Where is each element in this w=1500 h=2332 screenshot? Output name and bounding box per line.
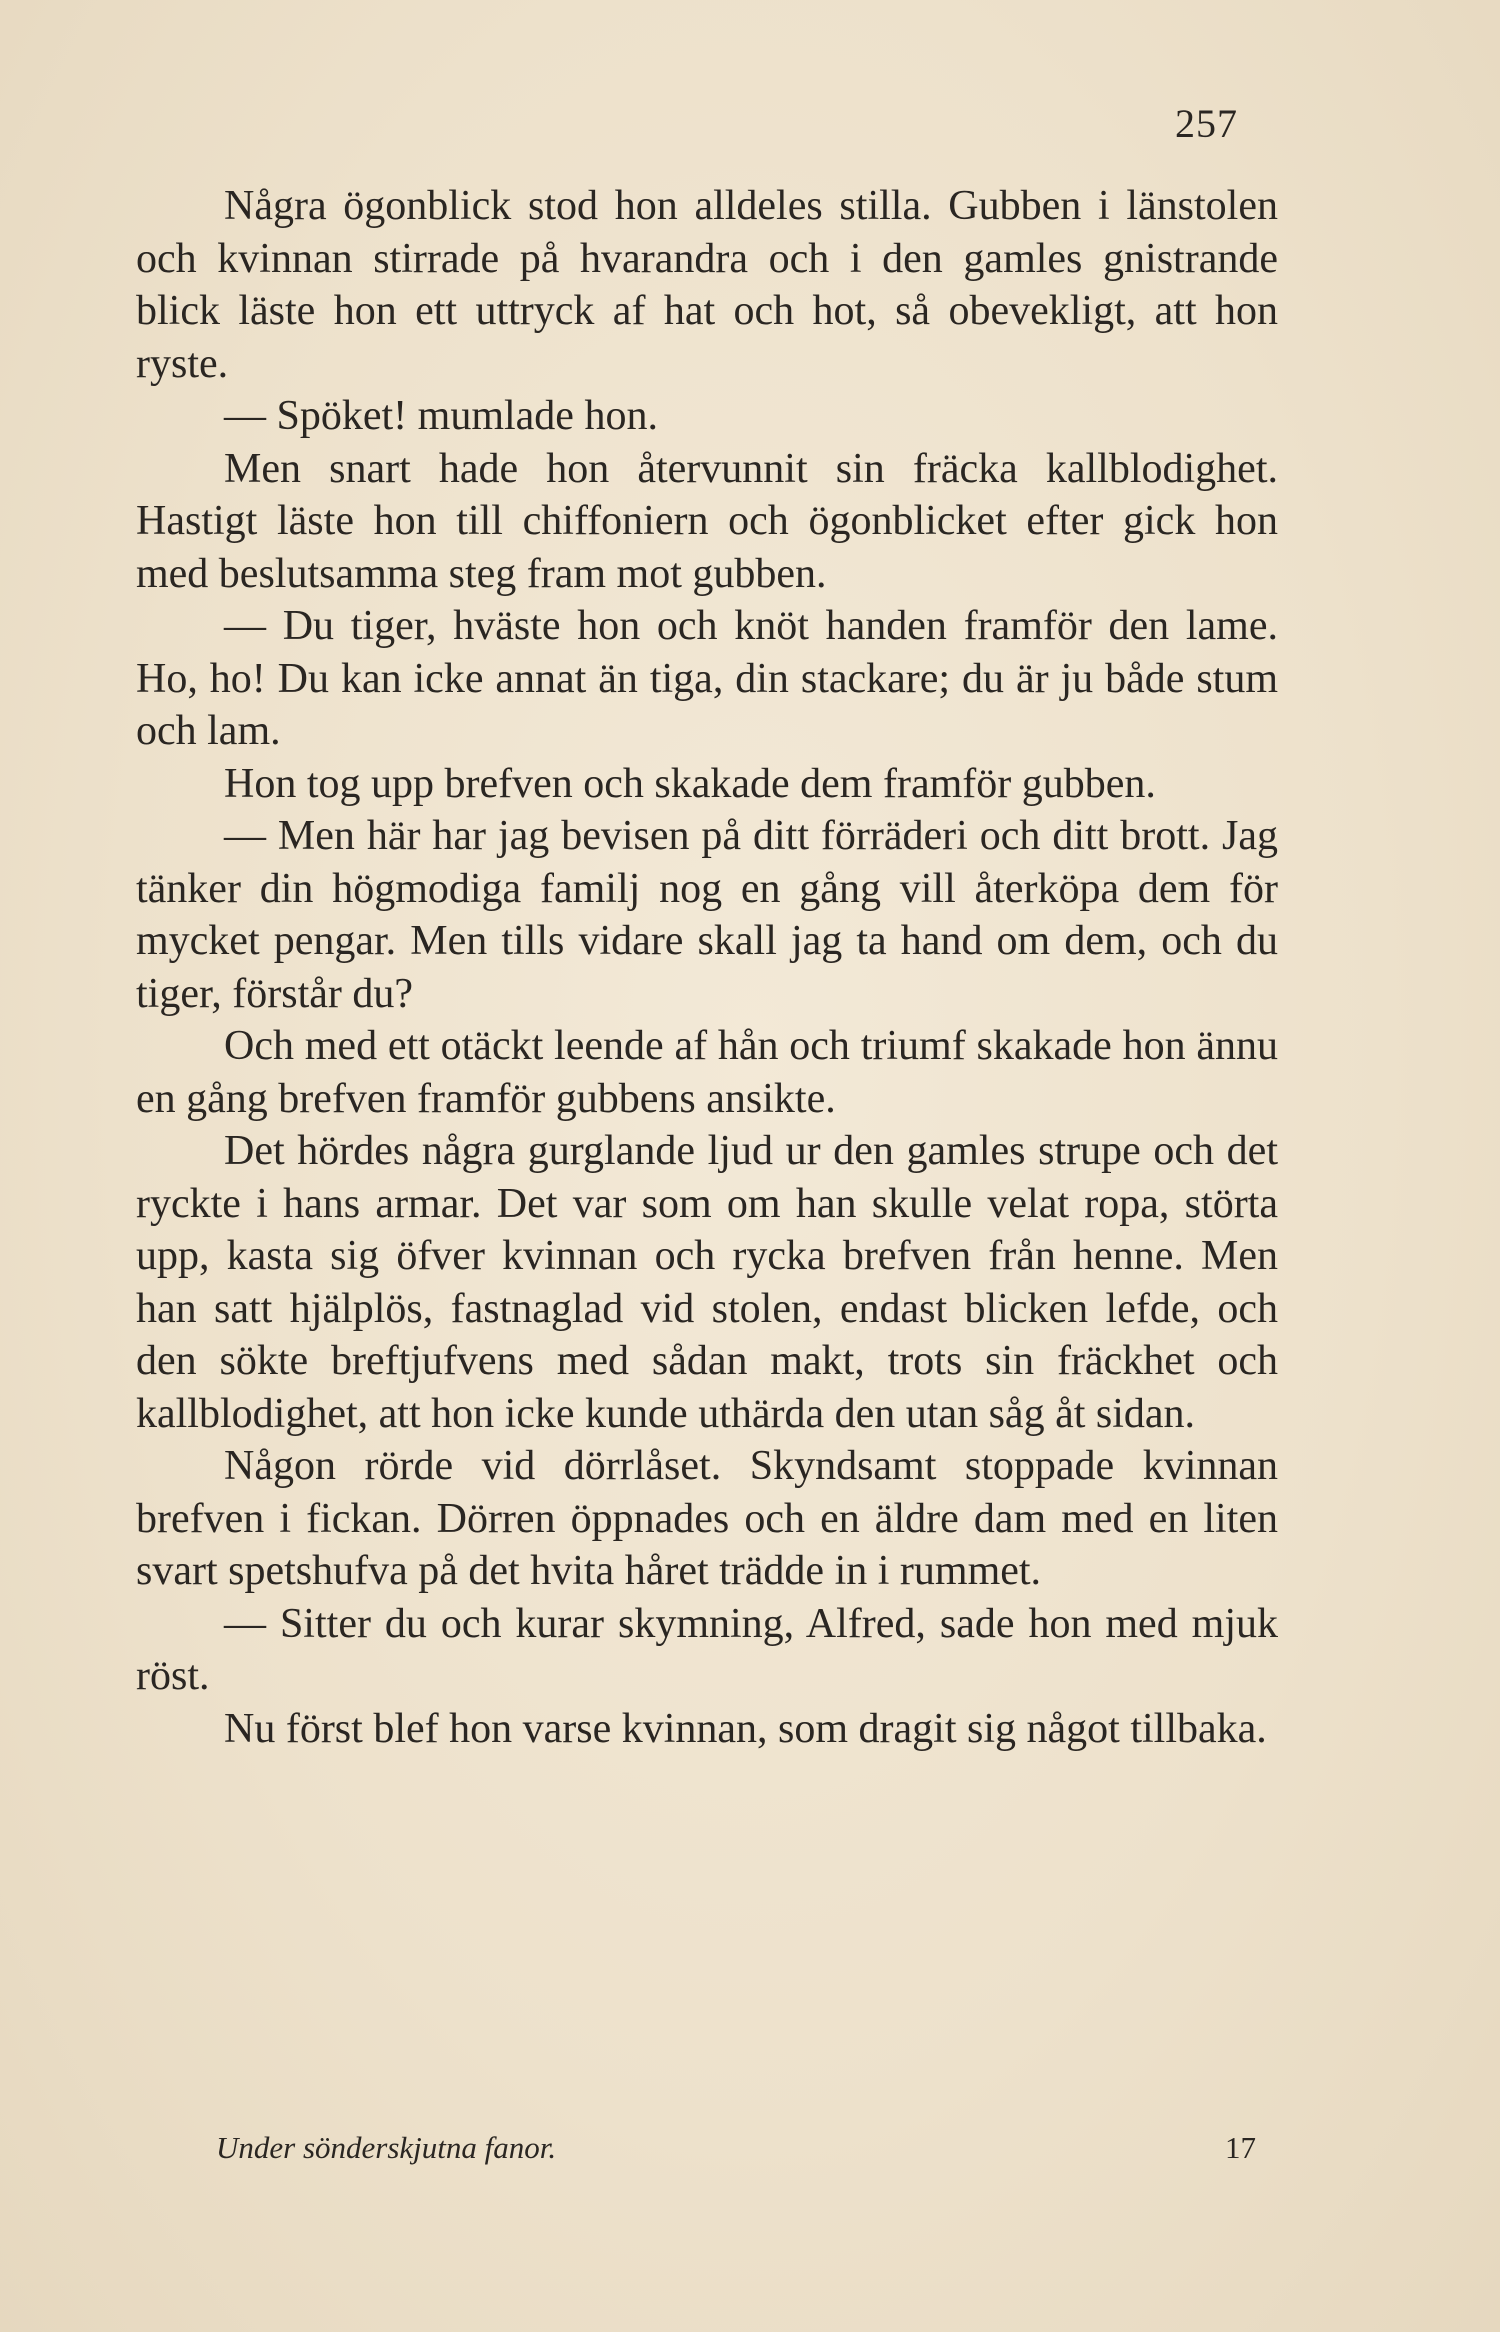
body-text bbox=[136, 180, 1278, 1755]
paragraph: Nu först blef hon varse kvinnan, som dragit sig något tillbaka. bbox=[224, 1705, 1267, 1752]
paragraph: — Du tiger, hväste hon och knöt handen framför den lame. Ho, ho! Du kan icke annat än tiga, din stackare; du är ju både stum och lam. bbox=[136, 603, 1278, 754]
paragraph: Och med ett otäckt leende af hån och triumf skakade hon ännu en gång brefven framför gubbens ansikte. bbox=[136, 1023, 1278, 1122]
paragraph: Några ögonblick stod hon alldeles stilla. Gubben i länstolen och kvinnan stirrade på hvarandra och i den gamles gnistrande blick läste hon ett uttryck af hat och hot, så obevekligt, att hon ryste. bbox=[136, 183, 1278, 387]
paragraph: Det hördes några gurglande ljud ur den gamles strupe och det ryckte i hans armar. Det var som om han skulle velat ropa, störta upp, kasta sig öfver kvinnan och rycka brefven från henne. Men han satt hjälplös, fastnaglad vid stolen, endast blicken lefde, och den sökte breftjufvens med sådan makt, trots sin fräckhet och kallblodighet, att hon icke kunde uthärda den utan såg åt sidan. bbox=[136, 1128, 1278, 1437]
paragraph: Men snart hade hon återvunnit sin fräcka kallblodighet. Hastigt läste hon till chiffoniern och ögonblicket efter gick hon med beslutsamma steg fram mot gubben. bbox=[136, 445, 1278, 597]
paragraph: Hon tog upp brefven och skakade dem framför gubben. bbox=[224, 760, 1156, 807]
footer-signature-mark: 17 bbox=[1225, 2130, 1256, 2165]
paragraph: — Men här har jag bevisen på ditt förräderi och ditt brott. Jag tänker din högmodiga familj nog en gång vill återköpa dem för mycket pengar. Men tills vidare skall jag ta hand om dem, och du tiger, förstår du? bbox=[136, 813, 1278, 1017]
page-number: 257 bbox=[1175, 101, 1238, 146]
paragraph: Någon rörde vid dörrlåset. Skyndsamt stoppade kvinnan brefven i fickan. Dörren öppnades och en äldre dam med en liten svart spetshufva på det hvita håret trädde in i rummet. bbox=[136, 1443, 1278, 1594]
paragraph: — Spöket! mumlade hon. bbox=[224, 393, 658, 439]
footer-book-title: Under sönderskjutna fanor. bbox=[216, 2130, 557, 2165]
paragraph: — Sitter du och kurar skymning, Alfred, sade hon med mjuk röst. bbox=[136, 1600, 1278, 1699]
